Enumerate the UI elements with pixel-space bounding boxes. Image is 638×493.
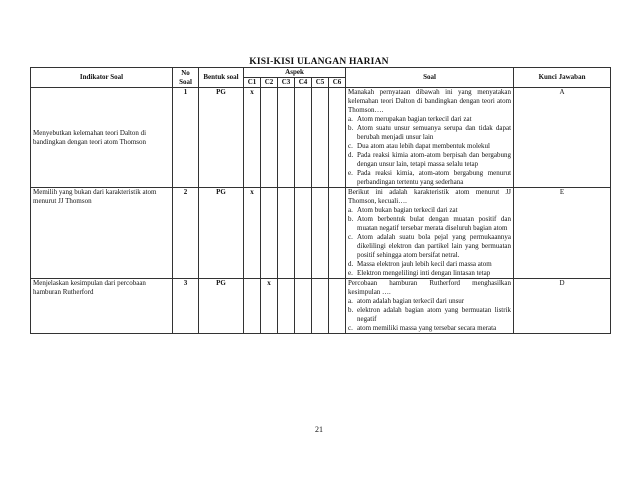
aspek-c6-mark — [329, 188, 346, 279]
option-letter: b. — [348, 306, 354, 314]
aspek-c2-mark — [261, 188, 278, 279]
aspek-c4-mark — [295, 188, 312, 279]
table-row — [31, 279, 611, 334]
option-text: Atom berbentuk bulat dengan muatan positif dan muatan negatif tersebar merata diseluruh bagian atom — [357, 215, 512, 232]
option-letter: b. — [348, 215, 354, 223]
header-c2: C2 — [261, 78, 278, 88]
header-bentuk: Bentuk soal — [199, 68, 244, 88]
no-soal-cell: 2 — [173, 188, 199, 279]
option-text: elektron adalah bagian atom yang bermuatan listrik negatif — [357, 306, 512, 323]
option-letter: d. — [348, 260, 354, 268]
header-no: No Soal — [173, 68, 199, 88]
option-text: Pada reaksi kimia, atom-atom bergabung menurut perbandingan tertentu yang sederhana — [357, 169, 512, 186]
option-letter: a. — [348, 297, 353, 305]
option-text: Massa elektron jauh lebih kecil dari massa atom — [357, 260, 492, 268]
option-item — [348, 151, 511, 169]
option-letter: c. — [348, 233, 353, 241]
option-text: Dua atom atau lebih dapat membentuk molekul — [357, 142, 490, 150]
option-item — [348, 124, 511, 142]
bentuk-soal-cell: PG — [199, 88, 244, 188]
aspek-c2-mark — [261, 88, 278, 188]
aspek-c3-mark — [278, 188, 295, 279]
indikator-cell: Menyebutkan kelemahan teori Dalton di bandingkan dengan teori atom Thomson — [31, 88, 173, 188]
option-letter: c. — [348, 142, 353, 150]
indikator-cell: Menjelaskan kesimpulan dari percobaan hamburan Rutherford — [31, 279, 173, 334]
aspek-c5-mark — [312, 188, 329, 279]
option-text: atom memiliki massa yang tersebar secara merata — [357, 324, 497, 332]
header-c5: C5 — [312, 78, 329, 88]
soal-cell — [346, 188, 514, 279]
option-item — [348, 206, 511, 215]
header-c1: C1 — [244, 78, 261, 88]
option-text: Atom adalah suatu bola pejal yang permukaannya dikelilingi elektron dan partikel lain yang bermuatan positif sehingga atom bersifat netral. — [357, 233, 512, 259]
header-kunci: Kunci Jawaban — [514, 68, 611, 88]
table-row — [31, 88, 611, 188]
kunci-jawaban-cell: A — [514, 88, 611, 188]
indikator-cell: Memilih yang bukan dari karakteristik atom menurut JJ Thomson — [31, 188, 173, 279]
option-list — [348, 206, 511, 278]
aspek-c5-mark — [312, 279, 329, 334]
aspek-c5-mark — [312, 88, 329, 188]
header-aspek: Aspek — [244, 68, 346, 78]
header-soal: Soal — [346, 68, 514, 88]
option-letter: e. — [348, 169, 353, 177]
aspek-c3-mark — [278, 279, 295, 334]
aspek-c3-mark — [278, 88, 295, 188]
aspek-c6-mark — [329, 279, 346, 334]
kunci-jawaban-cell: E — [514, 188, 611, 279]
kunci-jawaban-cell: D — [514, 279, 611, 334]
option-text: atom adalah bagian terkecil dari unsur — [357, 297, 465, 305]
option-item — [348, 233, 511, 260]
document-title: KISI-KISI ULANGAN HARIAN — [249, 57, 389, 67]
header-c4: C4 — [295, 78, 312, 88]
page-number: 21 — [315, 425, 323, 434]
aspek-c4-mark — [295, 88, 312, 188]
option-item — [348, 260, 511, 269]
option-text: Atom merupakan bagian terkecil dari zat — [357, 115, 472, 123]
header-c3: C3 — [278, 78, 295, 88]
aspek-c1-mark: x — [244, 88, 261, 188]
option-item — [348, 324, 511, 333]
option-item — [348, 306, 511, 324]
option-item — [348, 215, 511, 233]
aspek-c6-mark — [329, 88, 346, 188]
header-c6: C6 — [329, 78, 346, 88]
option-text: Atom suatu unsur semuanya serupa dan tidak dapat berubah menjadi unsur lain — [357, 124, 512, 141]
bentuk-soal-cell: PG — [199, 188, 244, 279]
soal-cell — [346, 279, 514, 334]
option-item — [348, 269, 511, 278]
question-stem: Percobaan hamburan Rutherford menghasilkan kesimpulan …. — [348, 279, 512, 296]
question-stem: Manakah pernyataan dibawah ini yang menyatakan kelemahan teori Dalton di bandingkan dengan teori atom Thomson…. — [348, 88, 512, 114]
option-text: Pada reaksi kimia atom-atom berpisah dan bergabung dengan unsur lain, tetapi massa selalu tetap — [357, 151, 512, 168]
option-text: Atom bukan bagian terkecil dari zat — [357, 206, 458, 214]
option-list — [348, 115, 511, 187]
option-letter: c. — [348, 324, 353, 332]
aspek-c4-mark — [295, 279, 312, 334]
header-indikator: Indikator Soal — [31, 68, 173, 88]
bentuk-soal-cell: PG — [199, 279, 244, 334]
option-item — [348, 169, 511, 187]
option-list — [348, 297, 511, 333]
option-text: Elektron mengelilingi inti dengan lintasan tetap — [357, 269, 491, 277]
no-soal-cell: 1 — [173, 88, 199, 188]
option-item — [348, 115, 511, 124]
option-letter: d. — [348, 151, 354, 159]
option-item — [348, 142, 511, 151]
option-letter: a. — [348, 115, 353, 123]
question-stem: Berikut ini adalah karakteristik atom menurut JJ Thomson, kecuali…. — [348, 188, 512, 205]
option-letter: e. — [348, 269, 353, 277]
option-item — [348, 297, 511, 306]
aspek-c1-mark: x — [244, 188, 261, 279]
option-letter: b. — [348, 124, 354, 132]
aspek-c2-mark: x — [261, 279, 278, 334]
kisi-kisi-table — [30, 67, 611, 334]
aspek-c1-mark — [244, 279, 261, 334]
no-soal-cell: 3 — [173, 279, 199, 334]
soal-cell — [346, 88, 514, 188]
option-letter: a. — [348, 206, 353, 214]
table-row — [31, 188, 611, 279]
